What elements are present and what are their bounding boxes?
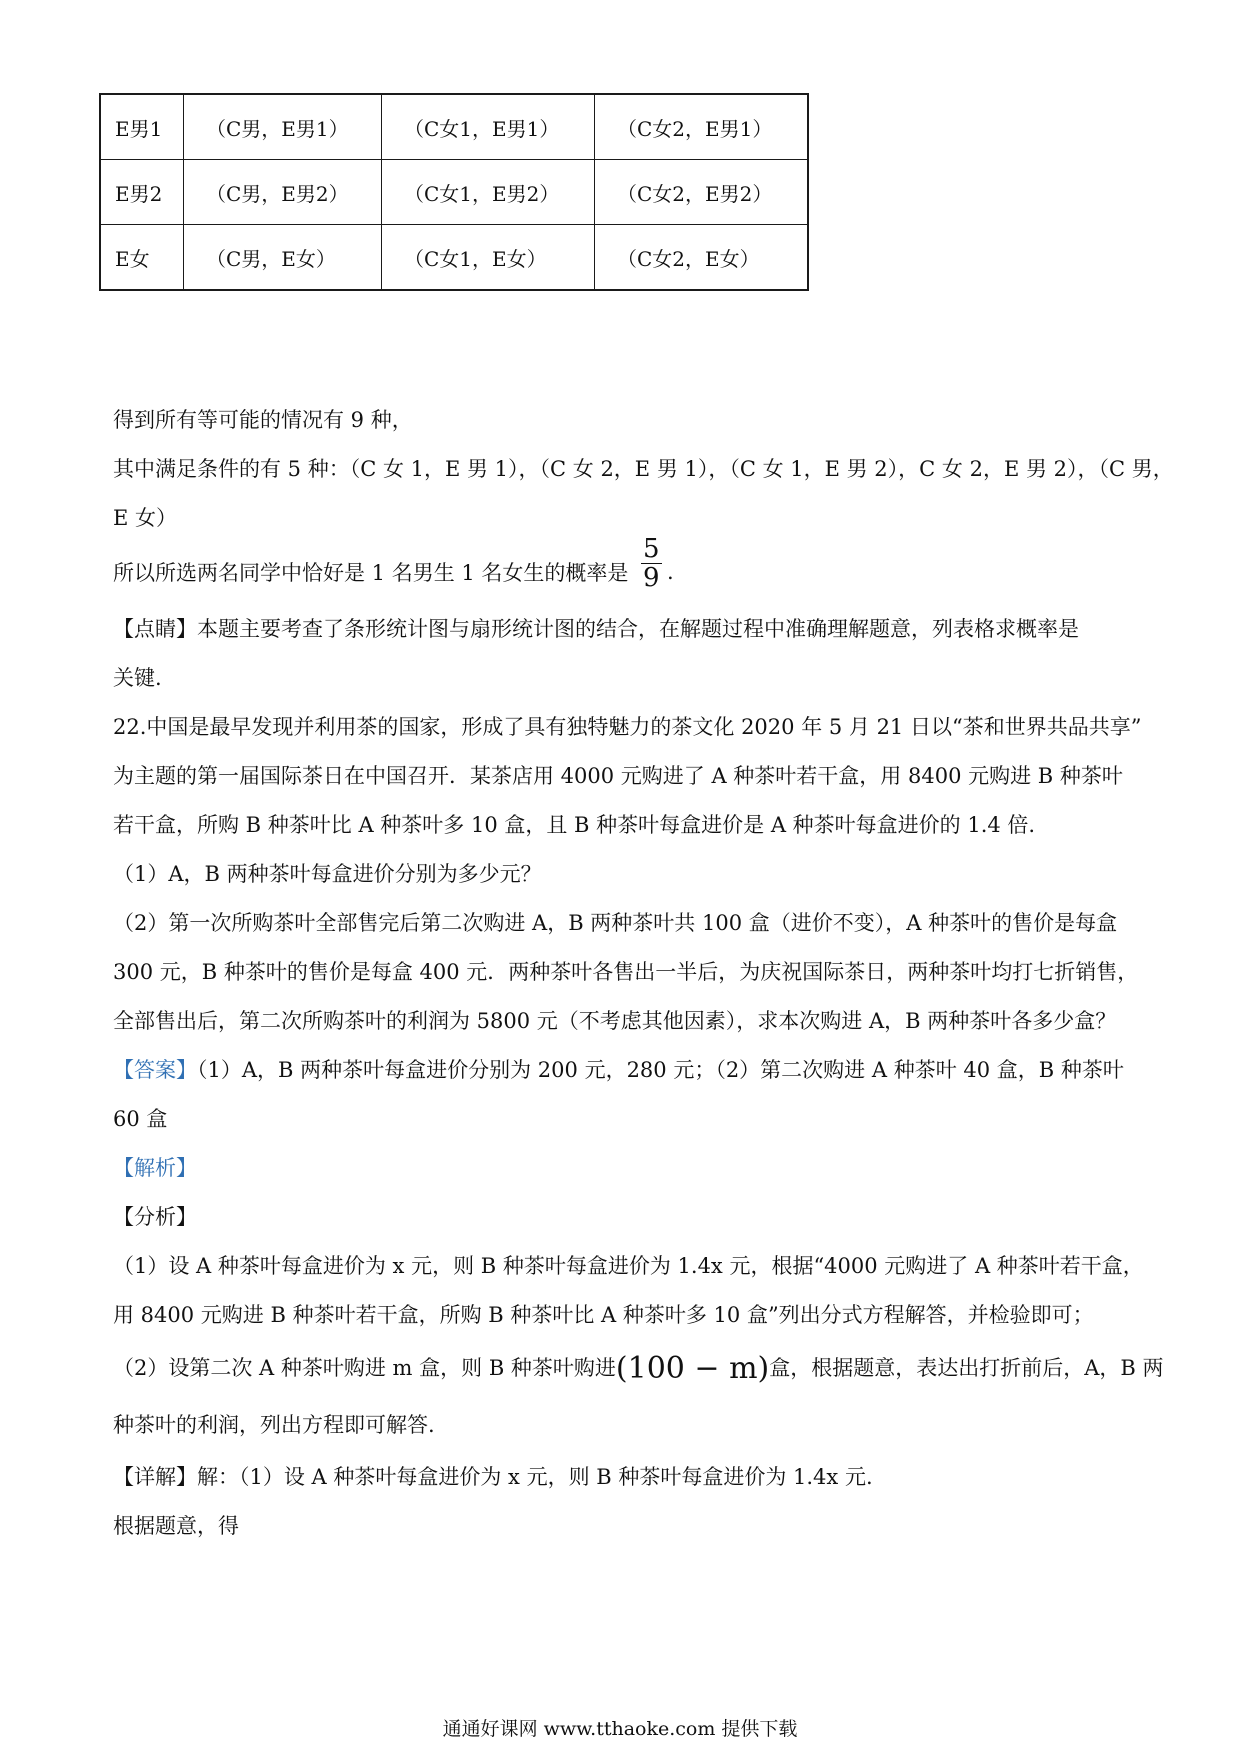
text-line: （1）A，B 两种茶叶每盒进价分别为多少元？ xyxy=(113,862,542,886)
table-cell: （C女2，E男2） xyxy=(595,160,809,225)
table-cell: （C男，E男2） xyxy=(184,160,382,225)
table-cell: （C女2，E女） xyxy=(595,225,809,291)
text-line: 根据题意，得 xyxy=(113,1514,239,1538)
text-line: 若干盒，所购 B 种茶叶比 A 种茶叶多 10 盒，且 B 种茶叶每盒进价是 A 种茶叶每盒进价的 1.4 倍. xyxy=(113,813,1036,837)
footer: 通通好课网 www.tthaoke.com 提供下载 xyxy=(442,1718,798,1740)
text-span: （2）设第二次 A 种茶叶购进 m 盒，则 B 种茶叶购进 xyxy=(113,1356,616,1380)
answer-tag: 【答案】 xyxy=(113,1058,197,1082)
text-span: 盒，根据题意，表达出打折前后，A，B 两 xyxy=(769,1356,1164,1380)
table-cell: （C女1，E男2） xyxy=(382,160,595,225)
text-line: 其中满足条件的有 5 种：（C 女 1，E 男 1），（C 女 2，E 男 1），（C 女 1，E 男 2），C 女 2，E 男 2），（C 男， xyxy=(113,457,1174,481)
table-cell: （C女1，E男1） xyxy=(382,94,595,160)
text-span: 所以所选两名同学中恰好是 1 名男生 1 名女生的概率是 xyxy=(113,561,629,585)
table-row xyxy=(100,225,808,291)
text-line xyxy=(113,1351,1164,1386)
text-line: （2）第一次所购茶叶全部售完后第二次购进 A，B 两种茶叶共 100 盒（进价不变），A 种茶叶的售价是每盒 xyxy=(113,911,1118,935)
fraction xyxy=(641,535,662,592)
fraction-numerator: 5 xyxy=(643,534,660,564)
text-line: 60 盒 xyxy=(113,1107,168,1131)
probability-line xyxy=(113,558,1133,588)
math-expression: (100 − m) xyxy=(615,1351,770,1386)
text-line: 【分析】 xyxy=(113,1205,197,1229)
table-cell: （C女1，E女） xyxy=(382,225,595,291)
text-line: 为主题的第一届国际茶日在中国召开．某茶店用 4000 元购进了 A 种茶叶若干盒，用 8400 元购进 B 种茶叶 xyxy=(113,764,1123,788)
table-cell: E男1 xyxy=(100,94,184,160)
text-line: 种茶叶的利润，列出方程即可解答. xyxy=(113,1413,435,1437)
table-row xyxy=(100,160,808,225)
analysis-tag: 【解析】 xyxy=(113,1156,197,1180)
table-cell: E男2 xyxy=(100,160,184,225)
text-span: （1）A，B 两种茶叶每盒进价分别为 200 元，280 元；（2）第二次购进 A 种茶叶 40 盒，B 种茶叶 xyxy=(197,1058,1124,1082)
text-line: 【详解】解：（1）设 A 种茶叶每盒进价为 x 元，则 B 种茶叶每盒进价为 1.4x 元. xyxy=(113,1465,873,1489)
table-cell: （C女2，E男1） xyxy=(595,94,809,160)
text-period: . xyxy=(667,560,674,584)
text-line: 全部售出后，第二次所购茶叶的利润为 5800 元（不考虑其他因素），求本次购进 A，B 两种茶叶各多少盒？ xyxy=(113,1009,1117,1033)
text-line: （1）设 A 种茶叶每盒进价为 x 元，则 B 种茶叶每盒进价为 1.4x 元，根据“4000 元购进了 A 种茶叶若干盒， xyxy=(113,1254,1144,1278)
table-cell: E女 xyxy=(100,225,184,291)
text-line: 用 8400 元购进 B 种茶叶若干盒，所购 B 种茶叶比 A 种茶叶多 10 盒”列出分式方程解答，并检验即可； xyxy=(113,1303,1094,1327)
table-cell: （C男，E男1） xyxy=(184,94,382,160)
text-line: 【点睛】本题主要考查了条形统计图与扇形统计图的结合，在解题过程中准确理解题意，列表格求概率是 xyxy=(113,617,1079,641)
text-line: 关键. xyxy=(113,666,162,690)
question-title: 22.中国是最早发现并利用茶的国家，形成了具有独特魅力的茶文化 2020 年 5 月 21 日以“茶和世界共品共享” xyxy=(113,715,1142,739)
text-line: 300 元，B 种茶叶的售价是每盒 400 元．两种茶叶各售出一半后，为庆祝国际茶日，两种茶叶均打七折销售， xyxy=(113,960,1139,984)
pairs-table xyxy=(99,93,809,291)
table-cell: （C男，E女） xyxy=(184,225,382,291)
fraction-denominator: 9 xyxy=(643,563,660,593)
text-line: E 女） xyxy=(113,506,178,530)
text-line: 得到所有等可能的情况有 9 种， xyxy=(113,408,413,432)
table-row xyxy=(100,94,808,160)
answer-line xyxy=(113,1055,1133,1085)
